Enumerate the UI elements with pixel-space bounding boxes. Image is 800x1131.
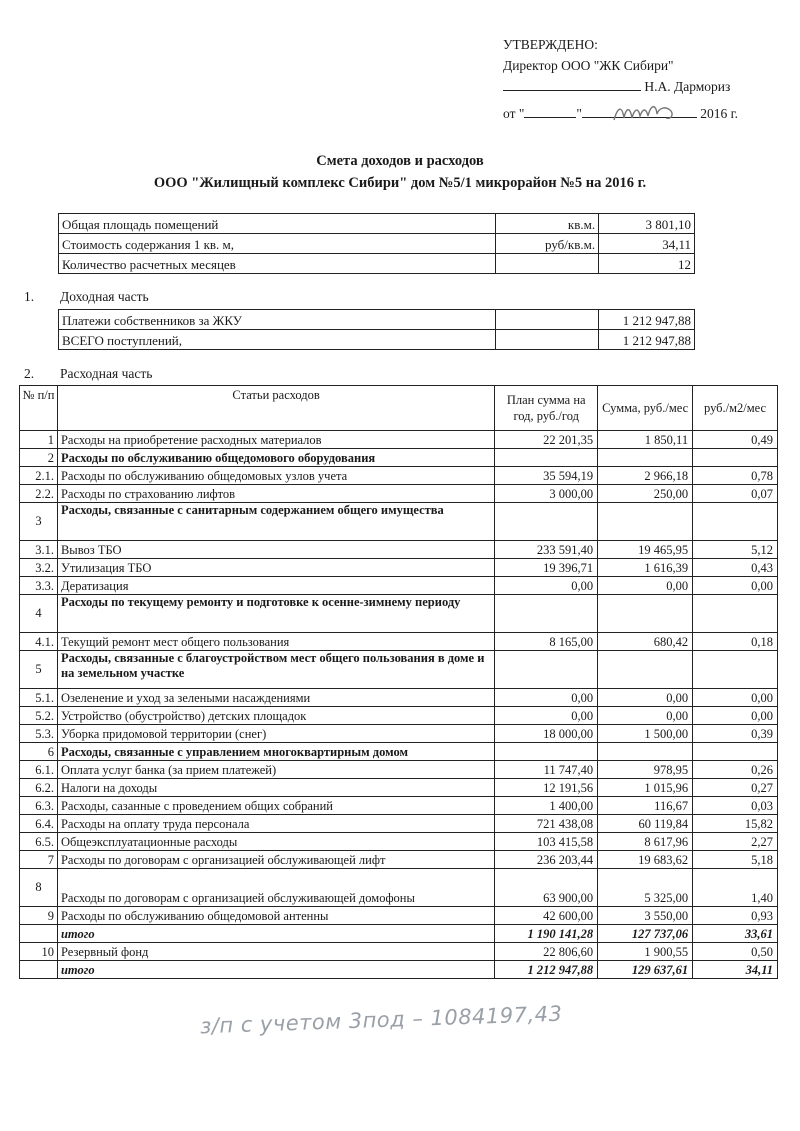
summary-unit: руб/кв.м. <box>496 234 599 254</box>
expense-header-row <box>20 386 778 431</box>
column-header-year: План сумма на год, руб./год <box>495 386 598 431</box>
category-row <box>20 595 778 633</box>
summary-value: 3 801,10 <box>599 214 695 234</box>
row-per-m2: 5,12 <box>693 541 778 559</box>
income-value: 1 212 947,88 <box>599 330 695 350</box>
summary-unit <box>496 254 599 274</box>
row-item-name: итого <box>57 925 494 943</box>
row-per-m2 <box>693 651 778 689</box>
approval-position: Директор ООО "ЖК Сибири" <box>503 58 674 73</box>
row-month-amount <box>598 743 693 761</box>
date-quote: " <box>576 106 582 121</box>
row-number: 6.3. <box>20 797 58 815</box>
income-label: ВСЕГО поступлений, <box>59 330 496 350</box>
row-number <box>20 961 58 979</box>
row-item-name: Расходы, сазанные с проведением общих собраний <box>57 797 494 815</box>
row-item-name: Расходы, связанные с санитарным содержанием общего имущества <box>57 503 494 541</box>
row-month-amount: 1 900,55 <box>598 943 693 961</box>
date-year: 2016 г. <box>700 106 739 121</box>
row-month-amount: 129 637,61 <box>598 961 693 979</box>
row-per-m2: 0,03 <box>693 797 778 815</box>
document-subtitle: ООО "Жилищный комплекс Сибири" дом №5/1 микрорайон №5 на 2016 г. <box>153 175 647 191</box>
row-month-amount: 250,00 <box>598 485 693 503</box>
table-row <box>20 467 778 485</box>
row-month-amount: 0,00 <box>598 707 693 725</box>
row-item-name: Расходы по обслуживанию общедомовой антенны <box>57 907 494 925</box>
column-header-number: № п/п <box>20 386 58 431</box>
income-empty-cell <box>496 330 599 350</box>
row-year-amount: 42 600,00 <box>495 907 598 925</box>
row-item-name: Расходы, связанные с управлением многоквартирным домом <box>57 743 494 761</box>
row-number: 6.5. <box>20 833 58 851</box>
table-row <box>20 725 778 743</box>
row-item-name: Расходы на приобретение расходных материалов <box>57 431 494 449</box>
row-number: 4 <box>20 595 58 633</box>
row-year-amount: 11 747,40 <box>495 761 598 779</box>
summary-value: 34,11 <box>599 234 695 254</box>
row-year-amount: 35 594,19 <box>495 467 598 485</box>
row-year-amount <box>495 503 598 541</box>
row-year-amount <box>495 743 598 761</box>
row-year-amount <box>495 651 598 689</box>
row-per-m2: 34,11 <box>693 961 778 979</box>
row-item-name: Налоги на доходы <box>57 779 494 797</box>
income-label: Платежи собственников за ЖКУ <box>59 310 496 330</box>
table-row <box>20 541 778 559</box>
row-item-name: Расходы по страхованию лифтов <box>57 485 494 503</box>
row-per-m2: 0,18 <box>693 633 778 651</box>
row-per-m2: 5,18 <box>693 851 778 869</box>
summary-unit: кв.м. <box>496 214 599 234</box>
row-year-amount: 721 438,08 <box>495 815 598 833</box>
row-item-name: Расходы по текущему ремонту и подготовке к осенне-зимнему периоду <box>57 595 494 633</box>
row-number: 2.2. <box>20 485 58 503</box>
row-year-amount <box>495 595 598 633</box>
column-header-item: Статьи расходов <box>57 386 494 431</box>
total-row <box>20 961 778 979</box>
table-row <box>20 689 778 707</box>
row-year-amount: 18 000,00 <box>495 725 598 743</box>
category-row <box>20 743 778 761</box>
row-month-amount: 1 015,96 <box>598 779 693 797</box>
expense-section-heading: Расходная часть <box>60 366 153 381</box>
category-row <box>20 503 778 541</box>
income-empty-cell <box>496 310 599 330</box>
table-row <box>20 761 778 779</box>
row-year-amount: 233 591,40 <box>495 541 598 559</box>
table-row <box>20 559 778 577</box>
row-year-amount: 0,00 <box>495 689 598 707</box>
row-number: 5.1. <box>20 689 58 707</box>
date-prefix: от " <box>503 106 525 121</box>
row-month-amount: 5 325,00 <box>598 869 693 907</box>
row-number: 6 <box>20 743 58 761</box>
row-number: 2 <box>20 449 58 467</box>
table-row <box>20 779 778 797</box>
row-per-m2: 0,39 <box>693 725 778 743</box>
row-year-amount: 236 203,44 <box>495 851 598 869</box>
row-number: 2.1. <box>20 467 58 485</box>
row-number: 6.1. <box>20 761 58 779</box>
summary-row <box>59 234 695 254</box>
row-month-amount: 2 966,18 <box>598 467 693 485</box>
row-number: 3.1. <box>20 541 58 559</box>
row-month-amount: 19 683,62 <box>598 851 693 869</box>
row-item-name: Вывоз ТБО <box>57 541 494 559</box>
income-value: 1 212 947,88 <box>599 310 695 330</box>
column-header-per-m2: руб./м2/мес <box>693 386 778 431</box>
signature-mark <box>610 100 680 126</box>
row-item-name: Расходы по договорам с организацией обслуживающей лифт <box>57 851 494 869</box>
row-item-name: Расходы, связанные с благоустройством мест общего пользования в доме и на земельном участке <box>57 651 494 689</box>
row-month-amount <box>598 651 693 689</box>
row-year-amount: 0,00 <box>495 707 598 725</box>
income-section-heading: Доходная часть <box>60 289 149 304</box>
row-month-amount: 1 850,11 <box>598 431 693 449</box>
row-per-m2: 0,26 <box>693 761 778 779</box>
row-year-amount: 103 415,58 <box>495 833 598 851</box>
summary-label: Количество расчетных месяцев <box>59 254 496 274</box>
row-month-amount: 0,00 <box>598 689 693 707</box>
table-row <box>20 577 778 595</box>
row-per-m2: 33,61 <box>693 925 778 943</box>
table-row <box>20 797 778 815</box>
row-number <box>20 925 58 943</box>
row-year-amount: 12 191,56 <box>495 779 598 797</box>
row-year-amount: 3 000,00 <box>495 485 598 503</box>
table-row <box>20 943 778 961</box>
row-number: 3.3. <box>20 577 58 595</box>
signature-underline <box>503 76 641 91</box>
approval-signatory: Н.А. Дармориз <box>644 79 731 94</box>
row-number: 8 <box>20 869 58 907</box>
table-row <box>20 431 778 449</box>
row-per-m2: 15,82 <box>693 815 778 833</box>
row-month-amount: 19 465,95 <box>598 541 693 559</box>
table-row <box>20 633 778 651</box>
row-number: 4.1. <box>20 633 58 651</box>
row-month-amount: 1 616,39 <box>598 559 693 577</box>
row-item-name: Расходы по обслуживанию общедомовых узлов учета <box>57 467 494 485</box>
row-item-name: Расходы по договорам с организацией обслуживающей домофоны <box>57 869 494 907</box>
row-year-amount: 63 900,00 <box>495 869 598 907</box>
row-number: 10 <box>20 943 58 961</box>
row-per-m2: 0,93 <box>693 907 778 925</box>
row-number: 9 <box>20 907 58 925</box>
row-year-amount: 8 165,00 <box>495 633 598 651</box>
document-title: Смета доходов и расходов <box>316 153 484 169</box>
row-month-amount <box>598 595 693 633</box>
category-row <box>20 449 778 467</box>
handwritten-note: з/п с учетом 3под – 1084197,43 <box>199 1001 563 1039</box>
row-per-m2: 0,00 <box>693 707 778 725</box>
row-month-amount: 116,67 <box>598 797 693 815</box>
table-row <box>20 851 778 869</box>
row-per-m2 <box>693 449 778 467</box>
row-number: 7 <box>20 851 58 869</box>
row-per-m2: 0,43 <box>693 559 778 577</box>
income-row <box>59 310 695 330</box>
table-row <box>20 707 778 725</box>
category-row <box>20 651 778 689</box>
row-number: 1 <box>20 431 58 449</box>
row-year-amount: 1 400,00 <box>495 797 598 815</box>
row-per-m2 <box>693 743 778 761</box>
row-item-name: Оплата услуг банка (за прием платежей) <box>57 761 494 779</box>
row-number: 6.2. <box>20 779 58 797</box>
expense-section-number: 2. <box>24 366 35 381</box>
row-month-amount: 60 119,84 <box>598 815 693 833</box>
row-item-name: Текущий ремонт мест общего пользования <box>57 633 494 651</box>
row-per-m2: 2,27 <box>693 833 778 851</box>
row-year-amount: 19 396,71 <box>495 559 598 577</box>
row-number: 5.3. <box>20 725 58 743</box>
approval-signature-line <box>503 76 738 97</box>
total-row <box>20 925 778 943</box>
row-per-m2: 0,00 <box>693 689 778 707</box>
date-day-blank <box>524 103 576 118</box>
row-per-m2: 1,40 <box>693 869 778 907</box>
summary-value: 12 <box>599 254 695 274</box>
income-section-number: 1. <box>24 289 35 304</box>
summary-row <box>59 214 695 234</box>
row-per-m2: 0,49 <box>693 431 778 449</box>
row-month-amount: 680,42 <box>598 633 693 651</box>
row-year-amount: 22 806,60 <box>495 943 598 961</box>
summary-row <box>59 254 695 274</box>
table-row <box>20 833 778 851</box>
income-table <box>58 309 695 350</box>
row-month-amount: 0,00 <box>598 577 693 595</box>
row-per-m2 <box>693 503 778 541</box>
row-per-m2: 0,50 <box>693 943 778 961</box>
table-row <box>20 869 778 907</box>
row-item-name: Общеэксплуатационные расходы <box>57 833 494 851</box>
row-per-m2: 0,07 <box>693 485 778 503</box>
row-year-amount: 0,00 <box>495 577 598 595</box>
summary-label: Стоимость содержания 1 кв. м, <box>59 234 496 254</box>
row-month-amount: 978,95 <box>598 761 693 779</box>
row-per-m2: 0,78 <box>693 467 778 485</box>
row-month-amount <box>598 449 693 467</box>
row-number: 6.4. <box>20 815 58 833</box>
row-month-amount: 3 550,00 <box>598 907 693 925</box>
row-item-name: итого <box>57 961 494 979</box>
row-item-name: Устройство (обустройство) детских площадок <box>57 707 494 725</box>
summary-table <box>58 213 695 274</box>
row-per-m2: 0,27 <box>693 779 778 797</box>
summary-label: Общая площадь помещений <box>59 214 496 234</box>
table-row <box>20 815 778 833</box>
row-item-name: Озеленение и уход за зелеными насаждениями <box>57 689 494 707</box>
column-header-month: Сумма, руб./мес <box>598 386 693 431</box>
table-row <box>20 485 778 503</box>
row-month-amount <box>598 503 693 541</box>
row-year-amount <box>495 449 598 467</box>
row-year-amount: 1 190 141,28 <box>495 925 598 943</box>
row-year-amount: 22 201,35 <box>495 431 598 449</box>
row-month-amount: 127 737,06 <box>598 925 693 943</box>
row-number: 5.2. <box>20 707 58 725</box>
row-item-name: Расходы на оплату труда персонала <box>57 815 494 833</box>
row-per-m2 <box>693 595 778 633</box>
row-per-m2: 0,00 <box>693 577 778 595</box>
row-item-name: Дератизация <box>57 577 494 595</box>
row-year-amount: 1 212 947,88 <box>495 961 598 979</box>
approval-heading: УТВЕРЖДЕНО: <box>503 37 598 52</box>
row-month-amount: 8 617,96 <box>598 833 693 851</box>
income-row <box>59 330 695 350</box>
row-item-name: Расходы по обслуживанию общедомового оборудования <box>57 449 494 467</box>
row-item-name: Уборка придомовой территории (снег) <box>57 725 494 743</box>
row-number: 3.2. <box>20 559 58 577</box>
row-item-name: Резервный фонд <box>57 943 494 961</box>
row-item-name: Утилизация ТБО <box>57 559 494 577</box>
expense-table <box>19 385 778 979</box>
table-row <box>20 907 778 925</box>
row-month-amount: 1 500,00 <box>598 725 693 743</box>
row-number: 3 <box>20 503 58 541</box>
row-number: 5 <box>20 651 58 689</box>
